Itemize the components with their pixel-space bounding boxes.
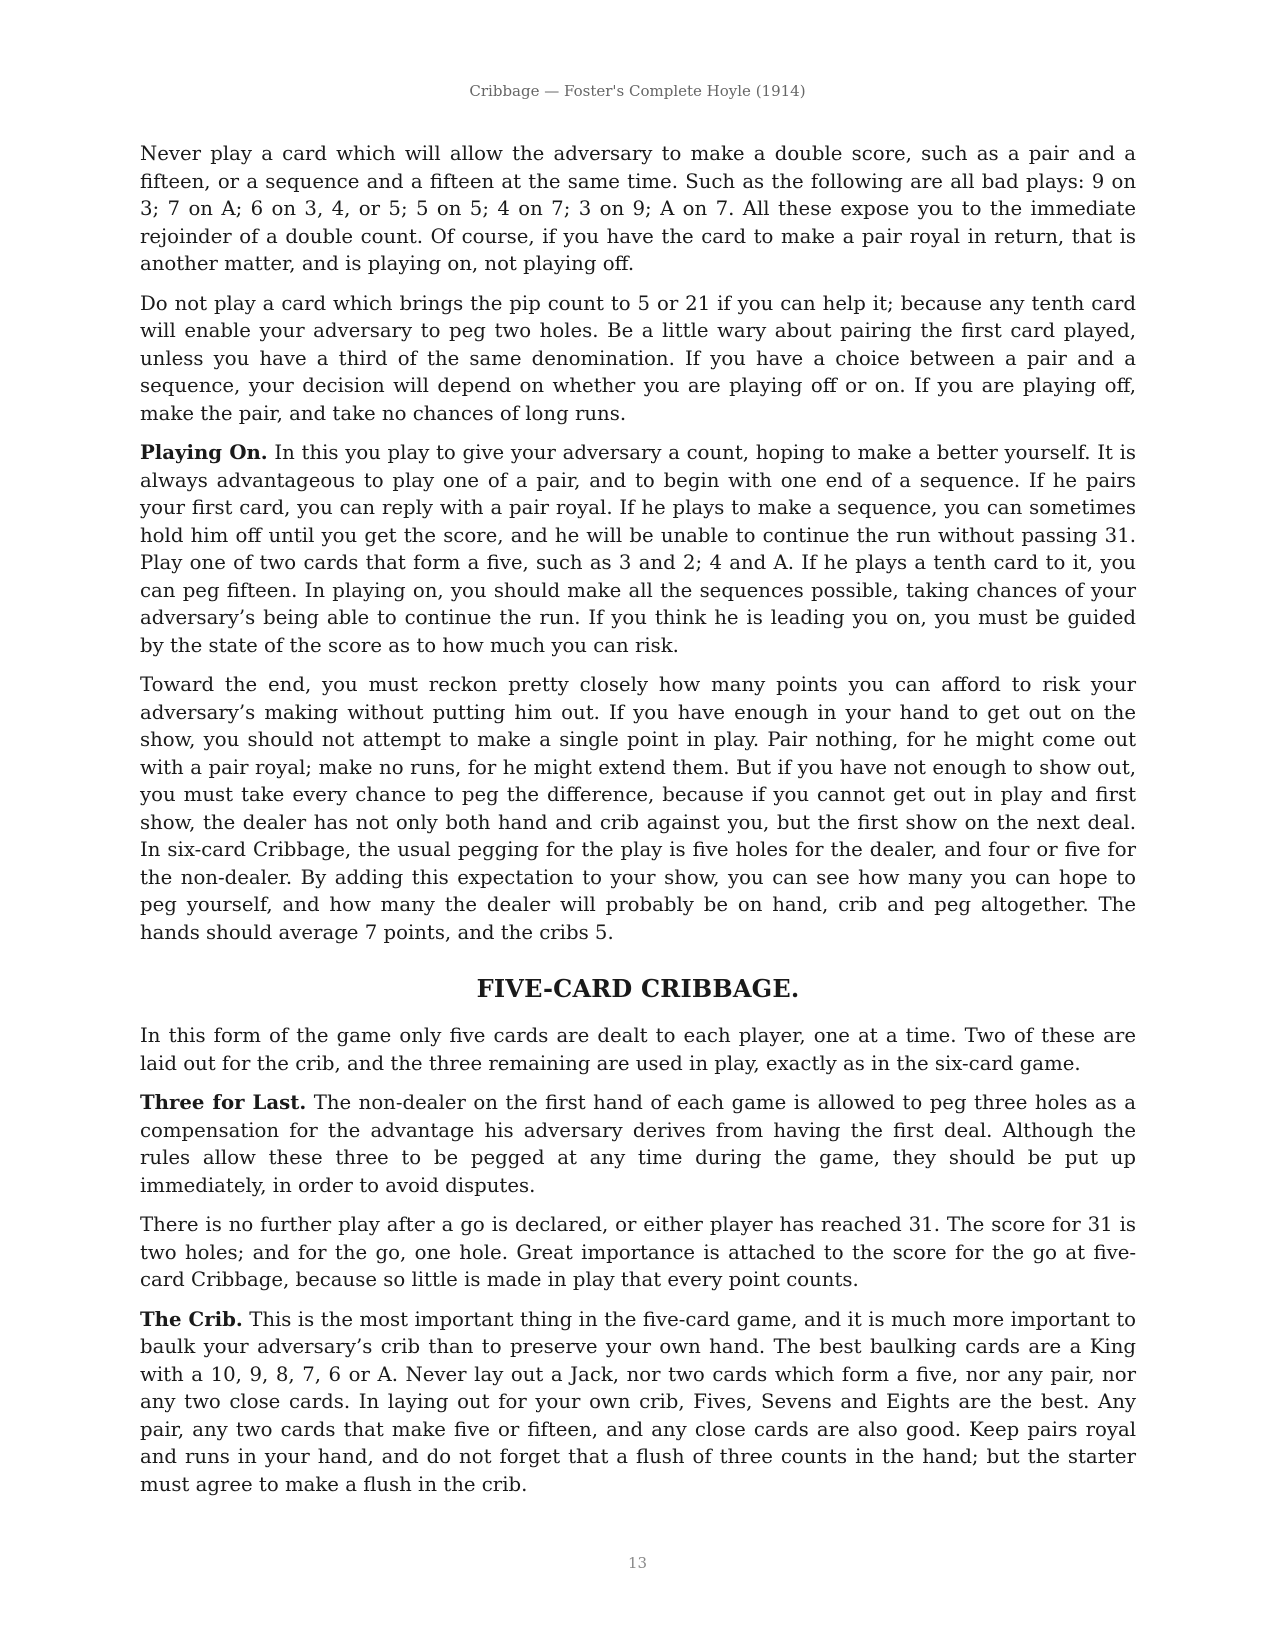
paragraph-go-declared: There is no further play after a go is declared, or either player has reached 31. The score for 31 is two holes; and for the go, one hole. Great importance is attached to the score for the go at five-card Cribbage, because so little is made in play that every point counts. [140, 1213, 1136, 1291]
run-in-heading-playing-on: Playing On. [140, 441, 268, 464]
section-heading-five-card: FIVE-CARD CRIBBAGE. [476, 974, 800, 1003]
paragraph-playing-on [140, 439, 1136, 659]
paragraph-playing-on-text: In this you play to give your adversary a count, hoping to make a better yourself. It is always advantageous to play one of a pair, and to begin with one end of a sequence. If he pairs your first card, you can reply with a pair royal. If he plays to make a sequence, you can sometimes hold him off until you get the score, and he will be unable to continue the run without passing 31. Play one of two cards that form a five, such as 3 and 2; 4 and A. If he plays a tenth card to it, you can peg fifteen. In playing on, you should make all the sequences possible, taking chances of your adversary’s being able to continue the run. If you think he is leading you on, you must be guided by the state of the score as to how much you can risk. [140, 441, 1136, 657]
paragraph-three-for-last-text: The non-dealer on the first hand of each game is allowed to peg three holes as a compensation for the advantage his adversary derives from having the first deal. Although the rules allow these three to be pegged at any time during the game, they should be put up immediately, in order to avoid disputes. [140, 1091, 1136, 1197]
paragraph-toward-the-end: Toward the end, you must reckon pretty closely how many points you can afford to risk your adversary’s making without putting him out. If you have enough in your hand to get out on the show, you should not attempt to make a single point in play. Pair nothing, for he might come out with a pair royal; make no runs, for he might extend them. But if you have not enough to show out, you must take every chance to peg the difference, because if you cannot get out in play and first show, the dealer has not only both hand and crib against you, but the first show on the next deal. In six-card Cribbage, the usual pegging for the play is five holes for the dealer, and four or five for the non-dealer. By adding this expectation to your show, you can see how many you can hope to peg yourself, and how many the dealer will probably be on hand, crib and peg altogether. The hands should average 7 points, and the cribs 5. [140, 673, 1136, 944]
run-in-heading-the-crib: The Crib. [140, 1307, 243, 1331]
paragraph-five-card-intro: In this form of the game only five cards are dealt to each player, one at a time. Two of these are laid out for the crib, and the three remaining are used in play, exactly as in the six-card game. [140, 1024, 1136, 1075]
paragraph-three-for-last [140, 1089, 1136, 1199]
paragraph-pip-count: Do not play a card which brings the pip count to 5 or 21 if you can help it; because any tenth card will enable your adversary to peg two holes. Be a little wary about pairing the first card played, unless you have a third of the same denomination. If you have a choice between a pair and a sequence, your decision will depend on whether you are playing off or on. If you are playing off, make the pair, and take no chances of long runs. [140, 291, 1136, 425]
run-in-heading-three-for-last: Three for Last. [140, 1091, 307, 1114]
running-head: Cribbage — Foster's Complete Hoyle (1914) [469, 82, 806, 100]
page-body [140, 140, 1136, 1510]
paragraph-double-score: Never play a card which will allow the adversary to make a double score, such as a pair and a fifteen, or a sequence and a fifteen at the same time. Such as the following are all bad plays: 9 on 3; 7 on A; 6 on 3, 4, or 5; 5 on 5; 4 on 7; 3 on 9; A on 7. All these expose you to the immediate rejoinder of a double count. Of course, if you have the card to make a pair royal in return, that is another matter, and is playing on, not playing off. [140, 142, 1136, 275]
paragraph-the-crib-text: This is the most important thing in the five-card game, and it is much more important to baulk your adversary’s crib than to preserve your own hand. The best baulking cards are a King with a 10, 9, 8, 7, 6 or A. Never lay out a Jack, nor two cards which form a five, nor any pair, nor any two close cards. In laying out for your own crib, Fives, Sevens and Eights are the best. Any pair, any two cards that make five or fifteen, and any close cards are also good. Keep pairs royal and runs in your hand, and do not forget that a flush of three counts in the hand; but the starter must agree to make a flush in the crib. [140, 1307, 1136, 1496]
page-number: 13 [627, 1554, 648, 1572]
paragraph-the-crib [140, 1306, 1136, 1499]
